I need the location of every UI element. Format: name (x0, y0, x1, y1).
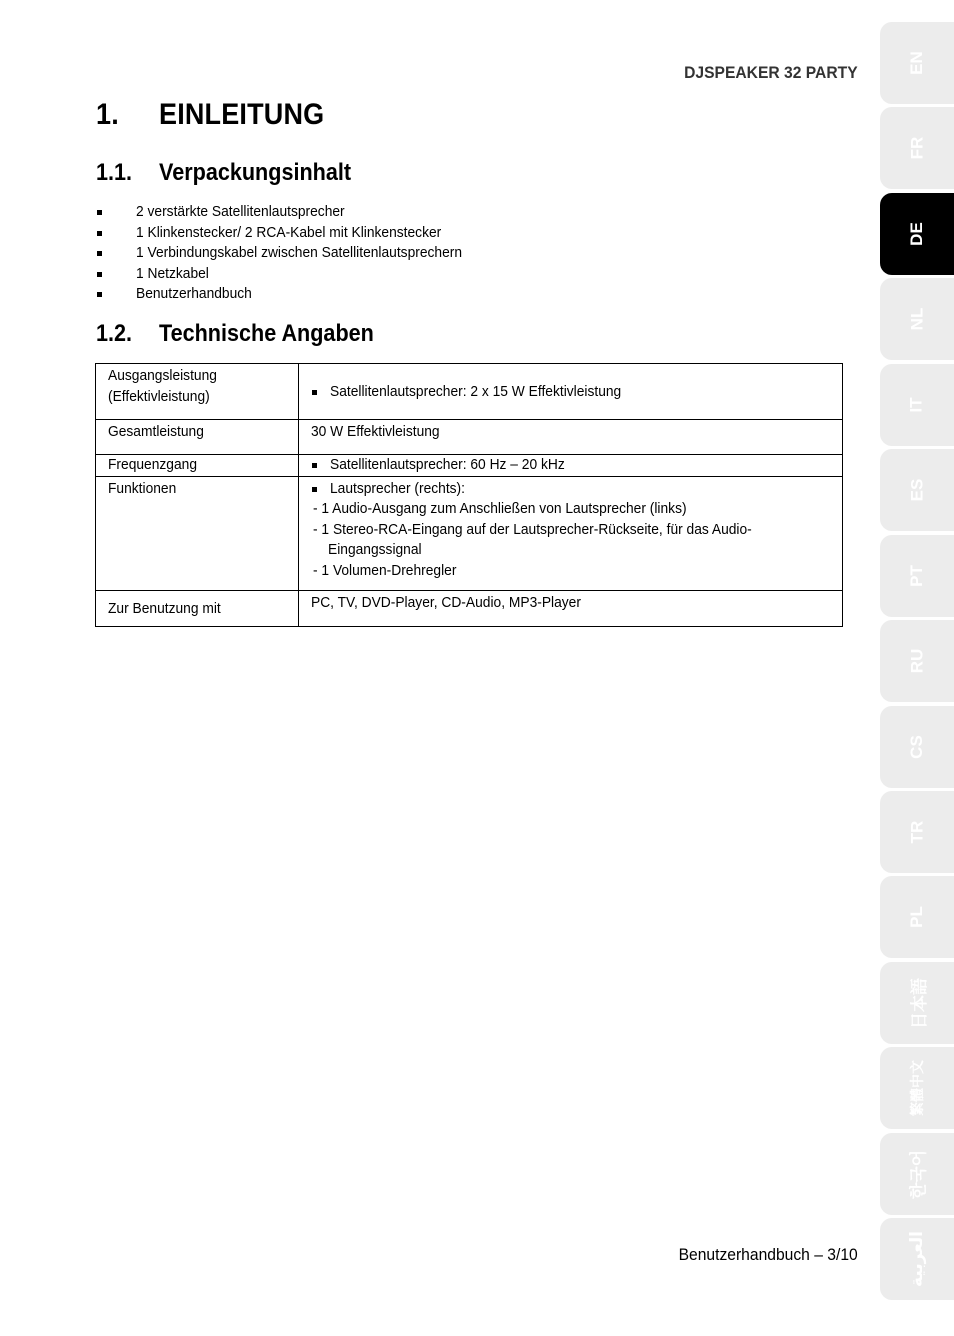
list-item: Benutzerhandbuch (96, 284, 490, 305)
package-contents-list (96, 202, 490, 305)
spec-value: Satellitenlautsprecher: 60 Hz – 20 kHz (299, 455, 843, 477)
bullet-square-icon (97, 231, 102, 236)
spec-label: Ausgangsleistung (Effektivleistung) (96, 364, 299, 420)
language-tab-ko[interactable]: 한국어 (880, 1133, 954, 1215)
spec-label: Zur Benutzung mit (96, 590, 299, 626)
bullet-square-icon (97, 210, 102, 215)
language-tab-it[interactable]: IT (880, 364, 954, 446)
language-tab-ru[interactable]: RU (880, 620, 954, 702)
bullet-square-icon (312, 463, 317, 468)
spec-value: Lautsprecher (rechts): - 1 Audio-Ausgang zum Anschließen von Lautsprecher (links) - 1 Stereo-RCA-Eingang auf der Lautsprecher-Rückseite, für das Audio- Eingangssignal - 1 Volumen-Drehregler (299, 476, 843, 590)
language-tab-zh[interactable]: 繁體中文 (880, 1047, 954, 1129)
table-row (96, 364, 843, 420)
language-tab-pl[interactable]: PL (880, 876, 954, 958)
section-title-packaging (96, 159, 351, 187)
spec-value: 30 W Effektivleistung (299, 420, 843, 455)
language-tab-fr[interactable]: FR (880, 107, 954, 189)
section-number: 1.2. (96, 320, 133, 347)
language-tab-en[interactable]: EN (880, 22, 954, 104)
chapter-title-text: EINLEITUNG (159, 98, 325, 131)
language-tab-nl[interactable]: NL (880, 278, 954, 360)
table-row (96, 420, 843, 455)
table-row (96, 455, 843, 477)
list-item: 2 verstärkte Satellitenlautsprecher (96, 202, 490, 223)
language-tab-pt[interactable]: PT (880, 535, 954, 617)
spec-label: Funktionen (96, 476, 299, 590)
bullet-square-icon (97, 272, 102, 277)
list-item: 1 Klinkenstecker/ 2 RCA-Kabel mit Klinkenstecker (96, 223, 490, 244)
spec-value: Satellitenlautsprecher: 2 x 15 W Effektivleistung (299, 364, 843, 420)
spec-value: PC, TV, DVD-Player, CD-Audio, MP3-Player (299, 590, 843, 626)
bullet-square-icon (312, 487, 317, 492)
section-title-text: Technische Angaben (159, 320, 374, 347)
section-title-text: Verpackungsinhalt (159, 159, 352, 186)
table-row (96, 476, 843, 590)
language-tab-de[interactable]: DE (880, 193, 954, 275)
chapter-title (96, 98, 324, 132)
table-row (96, 590, 843, 626)
bullet-square-icon (312, 390, 317, 395)
language-tab-ja[interactable]: 日本語 (880, 962, 954, 1044)
list-item: 1 Netzkabel (96, 264, 490, 285)
spec-label: Frequenzgang (96, 455, 299, 477)
language-tab-cs[interactable]: CS (880, 706, 954, 788)
page-footer: Benutzerhandbuch – 3/10 (678, 1245, 858, 1264)
page-header-product: DJSPEAKER 32 PARTY (684, 63, 858, 82)
chapter-number: 1. (96, 98, 119, 131)
language-tab-ar[interactable]: العربية (880, 1218, 954, 1300)
list-item: 1 Verbindungskabel zwischen Satellitenlautsprechern (96, 243, 490, 264)
bullet-square-icon (97, 292, 102, 297)
specifications-table (95, 363, 843, 627)
bullet-square-icon (97, 251, 102, 256)
language-tab-es[interactable]: ES (880, 449, 954, 531)
section-number: 1.1. (96, 159, 133, 186)
section-title-specs (96, 320, 374, 348)
language-tab-tr[interactable]: TR (880, 791, 954, 873)
spec-label: Gesamtleistung (96, 420, 299, 455)
